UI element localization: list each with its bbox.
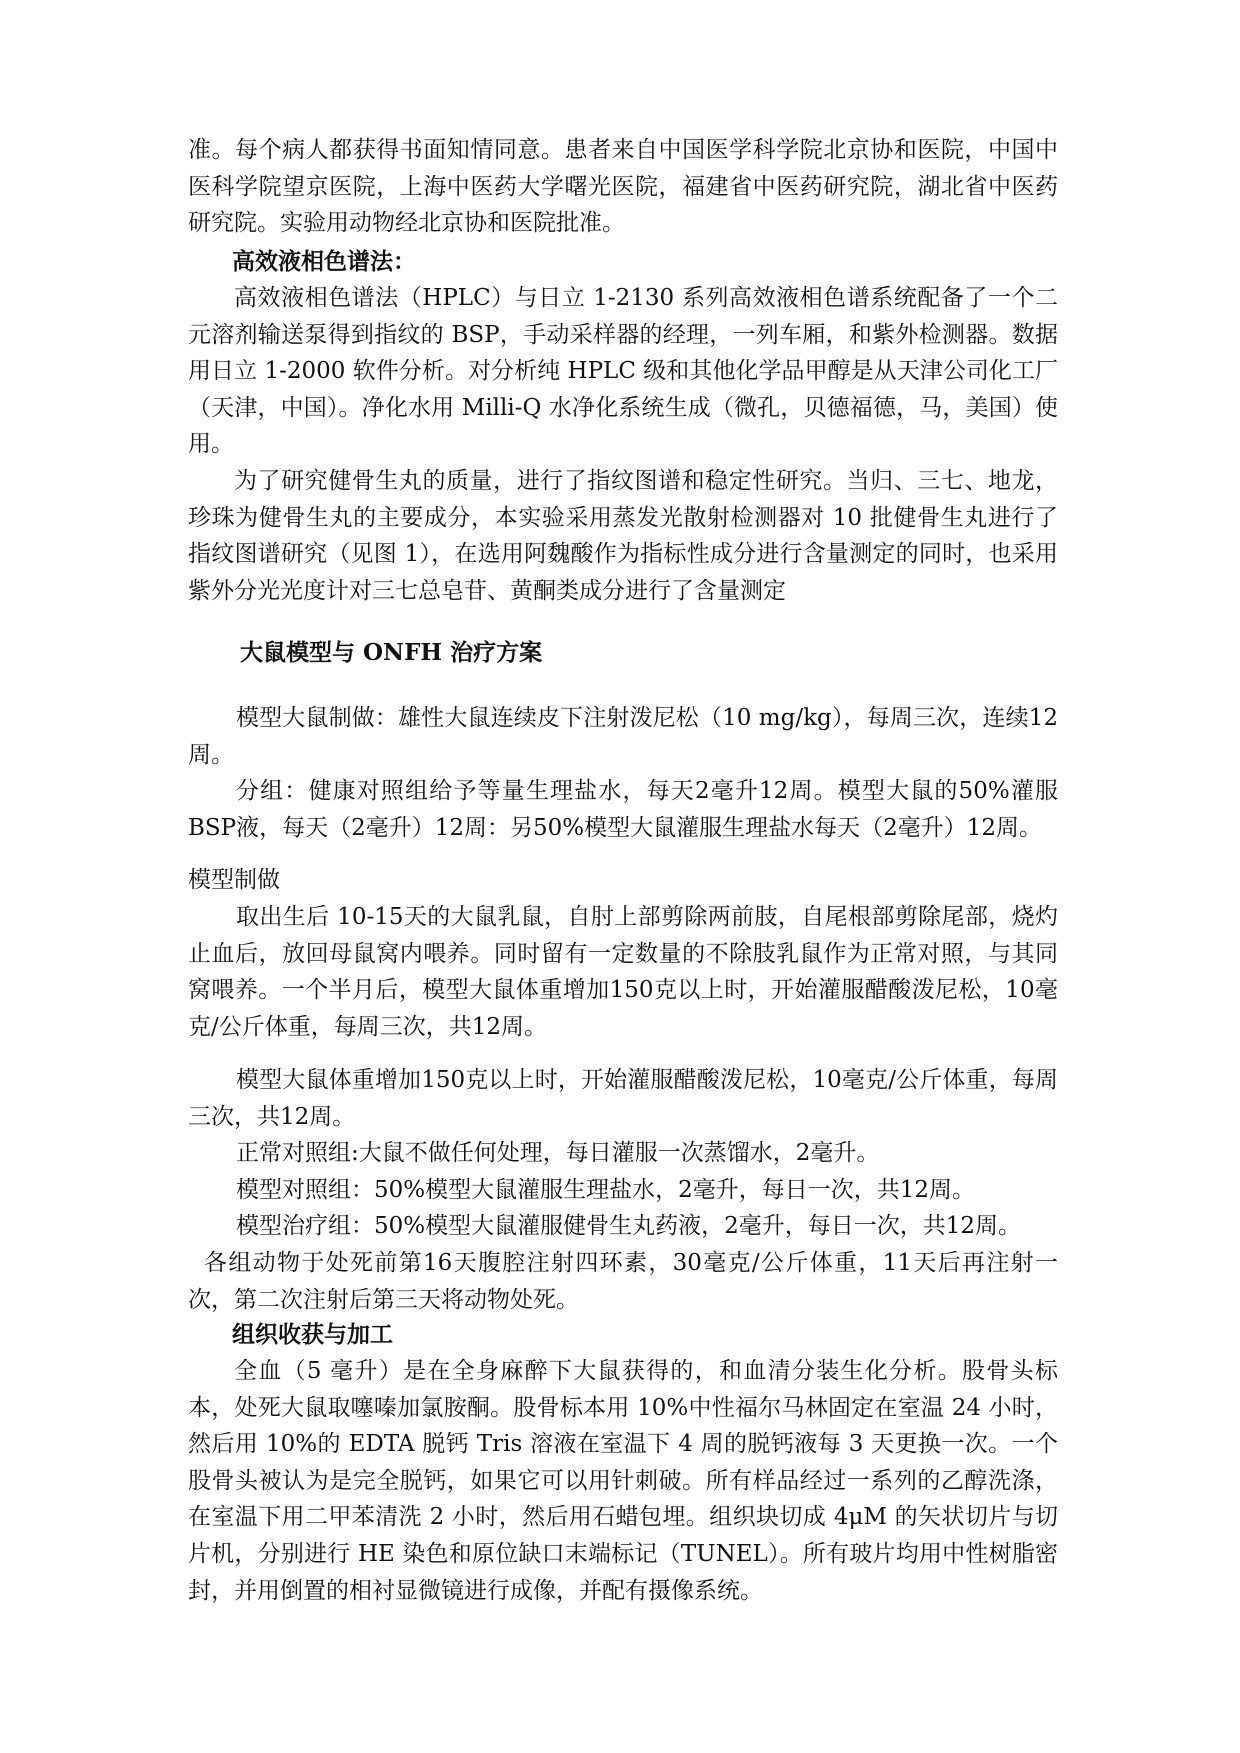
hplc-paragraph-2: 为了研究健骨生丸的质量，进行了指纹图谱和稳定性研究。当归、三七、地龙，珍珠为健骨生丸的主要成分，本实验采用蒸发光散射检测器对 10 批健骨生丸进行了指纹图谱研究（见图 1），在选用阿魏酸作为指标性成分进行含量测定的同时，也采用紫外分光光度计对三七总皂苷、黄酮类成分进行了含量测定 bbox=[188, 467, 1058, 604]
hplc-paragraph-1: 高效液相色谱法（HPLC）与日立 1-2130 系列高效液相色谱系统配备了一个二元溶剂输送泵得到指纹的 BSP，手动采样器的经理，一列车厢，和紫外检测器。数据用日立 1-2000 软件分析。对分析纯 HPLC 级和其他化学品甲醇是从天津公司化工厂（天津，中国）。净化水用 Milli-Q 水净化系统生成（微孔，贝德福德，马，美国）使用。 bbox=[188, 285, 1058, 458]
model-making-heading: 模型制做 bbox=[188, 867, 280, 893]
tissue-section bbox=[188, 1316, 1058, 1609]
model-control-group: 模型对照组：50%模型大鼠灌服生理盐水，2毫升，每日一次，共12周。 bbox=[236, 1176, 976, 1203]
tetracycline-paragraph: 各组动物于处死前第16天腹腔注射四环素，30毫克/公斤体重，11天后再注射一次，第二次注射后第三天将动物处死。 bbox=[188, 1249, 1058, 1313]
rat-model-paragraph-2: 分组：健康对照组给予等量生理盐水，每天2毫升12周。模型大鼠的50%灌服BSP液，每天（2毫升）12周：另50%模型大鼠灌服生理盐水每天（2毫升）12周。 bbox=[188, 778, 1058, 841]
model-groups bbox=[188, 1062, 1058, 1318]
rat-model-body bbox=[188, 700, 1058, 846]
hplc-heading: 高效液相色谱法： bbox=[232, 248, 416, 275]
tissue-paragraph: 全血（5 毫升）是在全身麻醉下大鼠获得的，和血清分装生化分析。股骨头标本，处死大鼠取噻嗪加氯胺酮。股骨标本用 10%中性福尔马林固定在室温 24 小时，然后用 10%的 EDTA 脱钙 Tris 溶液在室温下 4 周的脱钙液每 3 天更换一次。一个股骨头被认为是完全脱钙，如果它可以用针刺破。所有样品经过一系列的乙醇洗涤，在室温下用二甲苯清洗 2 小时，然后用石蜡包埋。组织块切成 4μM 的矢状切片与切片机，分别进行 HE 染色和原位缺口末端标记（TUNEL）。所有玻片均用中性树脂密封，并用倒置的相衬显微镜进行成像，并配有摄像系统。 bbox=[188, 1358, 1058, 1604]
model-making-section bbox=[188, 862, 1058, 1045]
intro-section bbox=[188, 132, 1058, 242]
model-treatment-group: 模型治疗组：50%模型大鼠灌服健骨生丸药液，2毫升，每日一次，共12周。 bbox=[236, 1213, 1022, 1240]
rat-model-paragraph-1: 模型大鼠制做：雄性大鼠连续皮下注射泼尼松（10 mg/kg），每周三次，连续12周。 bbox=[188, 705, 1058, 768]
normal-control-group: 正常对照组:大鼠不做任何处理，每日灌服一次蒸馏水，2毫升。 bbox=[236, 1140, 880, 1167]
rat-model-section bbox=[188, 634, 1058, 671]
intro-paragraph: 准。每个病人都获得书面知情同意。患者来自中国医学科学院北京协和医院，中国中医科学院望京医院，上海中医药大学曙光医院，福建省中医药研究院，湖北省中医药研究院。实验用动物经北京协和医院批准。 bbox=[188, 137, 1058, 237]
model-making-paragraph-2: 模型大鼠体重增加150克以上时，开始灌服醋酸泼尼松，10毫克/公斤体重，每周三次，共12周。 bbox=[188, 1067, 1058, 1130]
tissue-heading: 组织收获与加工 bbox=[232, 1321, 393, 1348]
hplc-section bbox=[188, 243, 1058, 609]
model-making-paragraph-1: 取出生后 10-15天的大鼠乳鼠，自肘上部剪除两前肢，自尾根部剪除尾部，烧灼止血后，放回母鼠窝内喂养。同时留有一定数量的不除肢乳鼠作为正常对照，与其同窝喂养。一个半月后，模型大鼠体重增加150克以上时，开始灌服醋酸泼尼松，10毫克/公斤体重，每周三次，共12周。 bbox=[188, 904, 1058, 1040]
rat-model-heading: 大鼠模型与 ONFH 治疗方案 bbox=[240, 639, 543, 666]
